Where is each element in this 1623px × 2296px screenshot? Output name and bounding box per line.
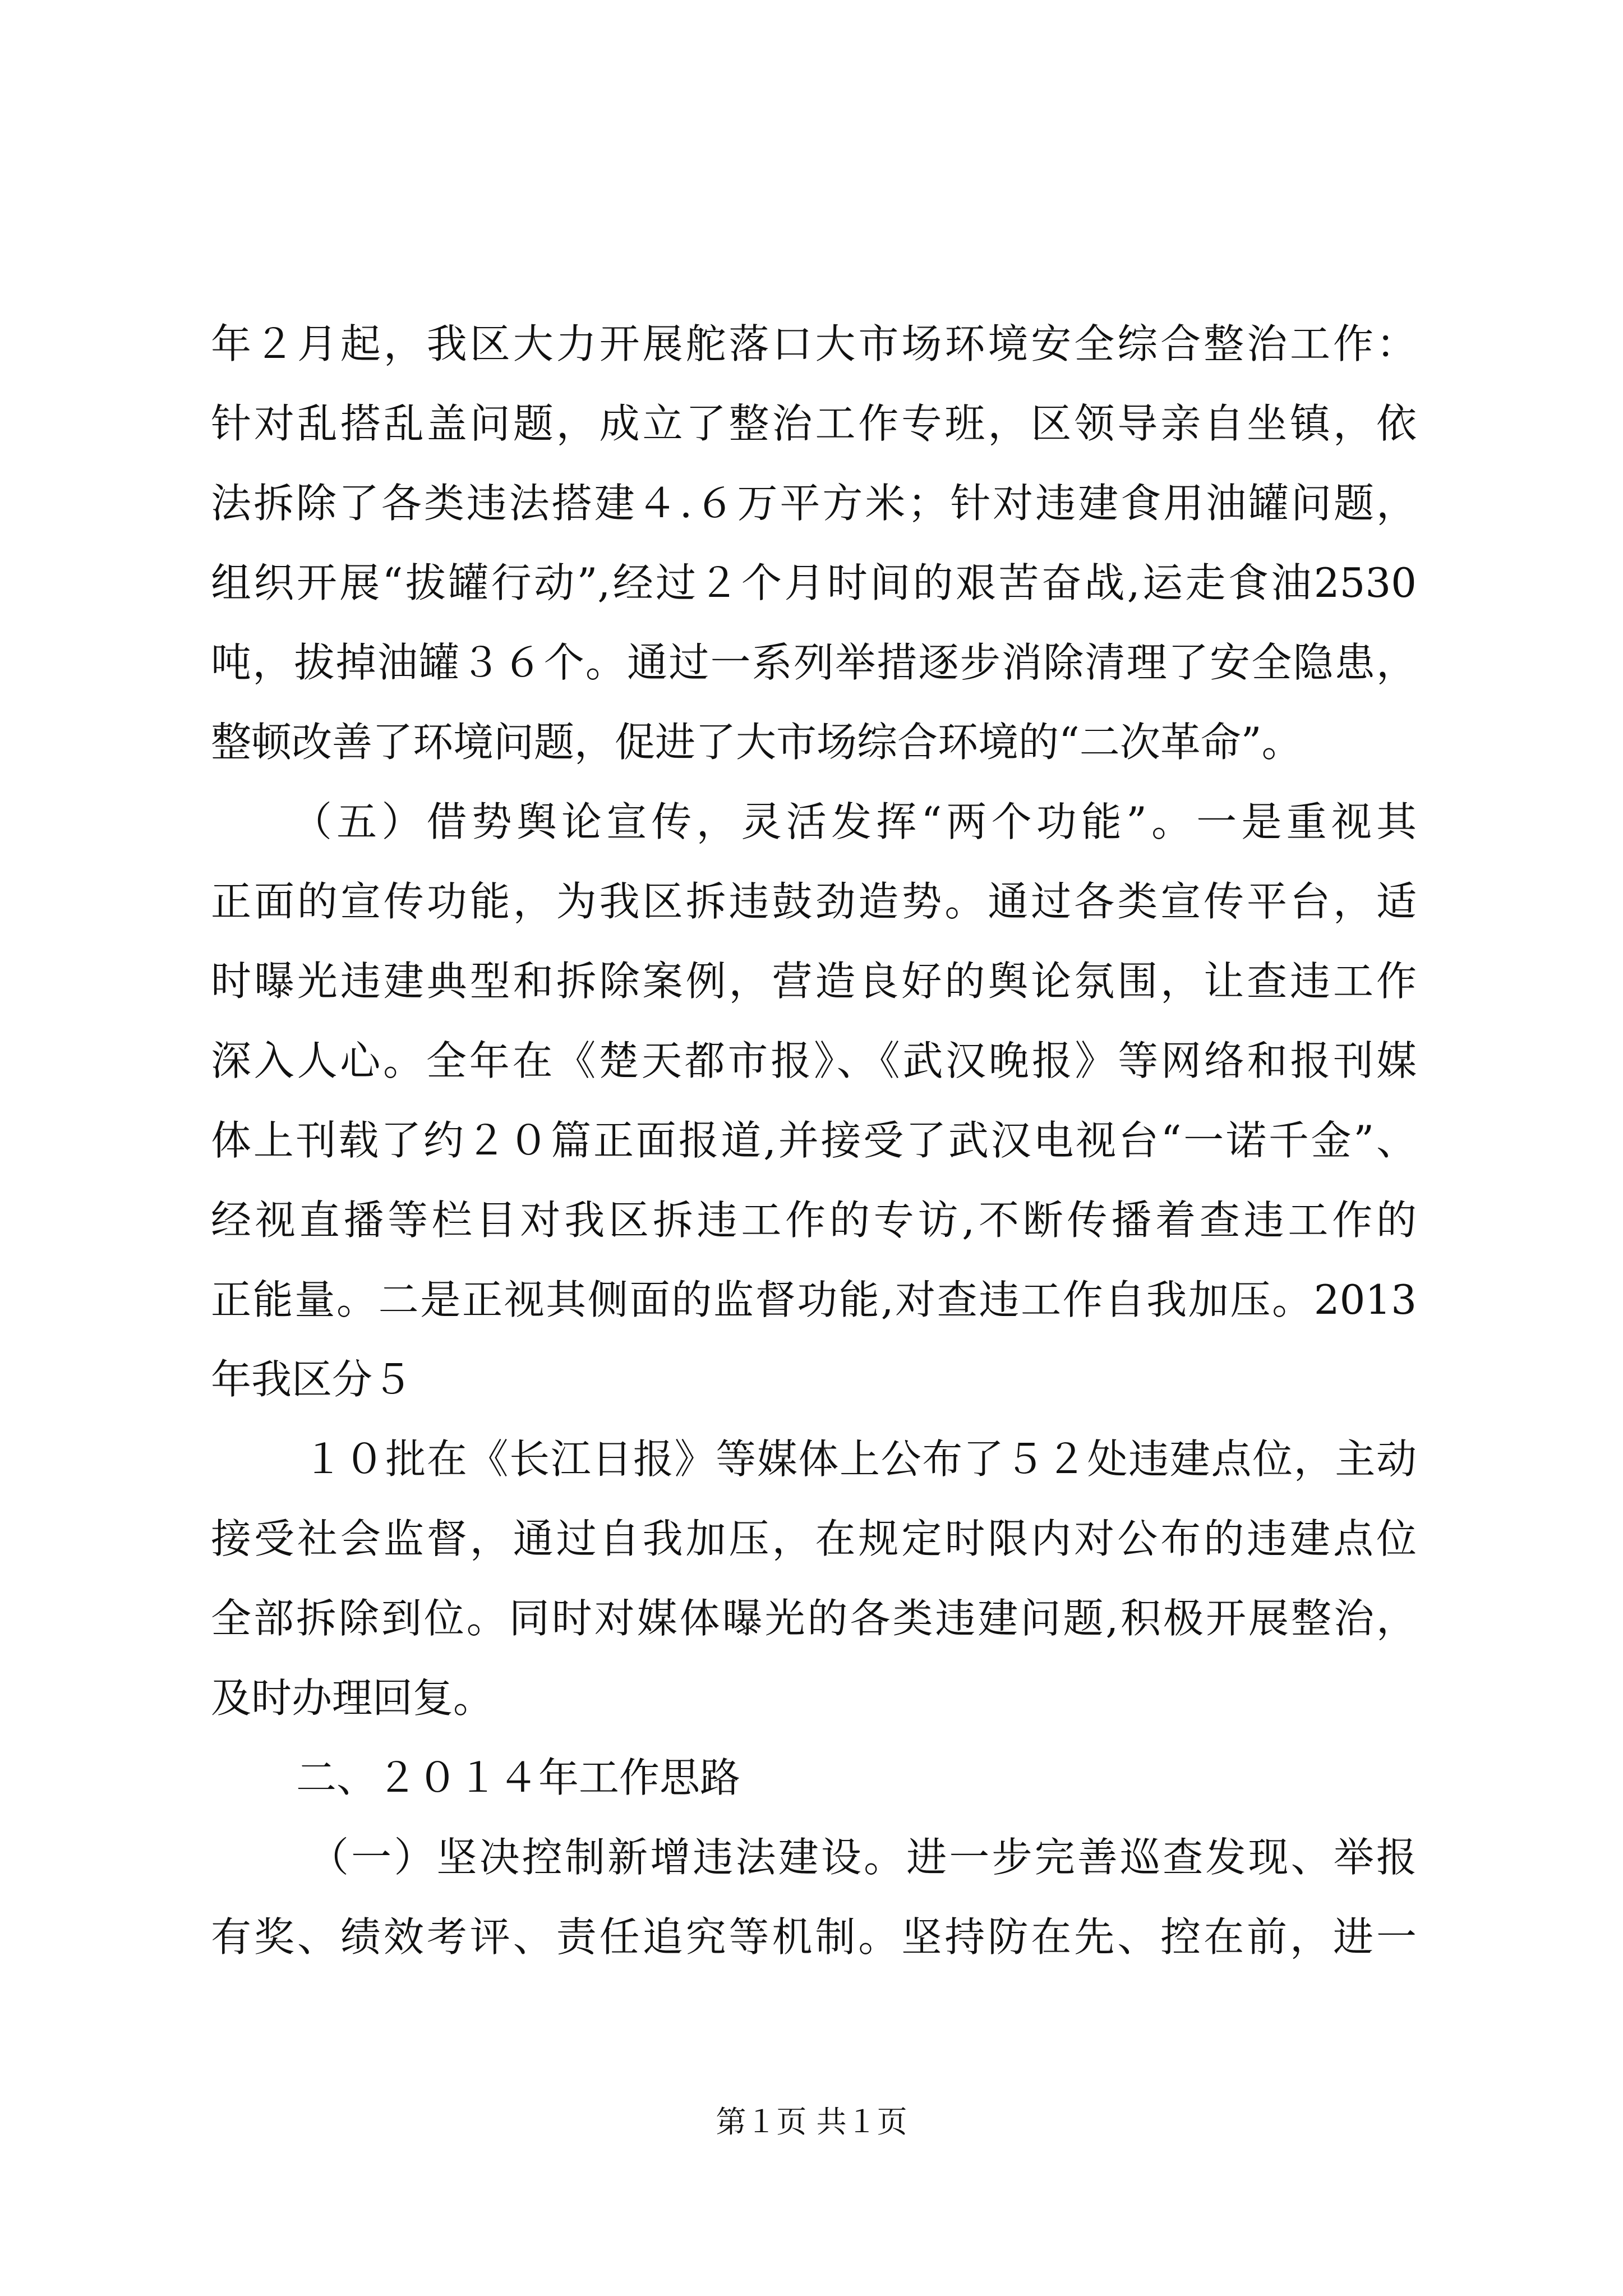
text-line: １０批在《长江日报》等媒体上公布了５２处违建点位，主动 <box>303 1435 1417 1483</box>
text-line: 年２月起，我区大力开展舵落口大市场环境安全综合整治工作： <box>211 320 1417 367</box>
text-line: 及时办理回复。 <box>211 1674 494 1722</box>
text-line: 经视直播等栏目对我区拆违工作的专访,不断传播着查违工作的 <box>211 1197 1417 1244</box>
subsection-heading-line: （一）坚决控制新增违法建设。进一步完善巡查发现、举报 <box>308 1834 1417 1881</box>
text-line: 体上刊载了约２０篇正面报道,并接受了武汉电视台“一诺千金”、 <box>211 1117 1417 1164</box>
text-line: 整顿改善了环境问题，促进了大市场综合环境的“二次革命”。 <box>211 719 1302 766</box>
text-line: 年我区分５ <box>211 1356 413 1403</box>
section-heading-line: （五）借势舆论宣传，灵活发挥“两个功能”。一是重视其 <box>292 798 1417 845</box>
text-line: 法拆除了各类违法搭建４.６万平方米；针对违建食用油罐问题， <box>211 480 1417 527</box>
text-line: 接受社会监督，通过自我加压，在规定时限内对公布的违建点位 <box>211 1515 1417 1562</box>
text-line: 时曝光违建典型和拆除案例，营造良好的舆论氛围，让查违工作 <box>211 958 1417 1005</box>
page-number-footer: 第１页 共１页 <box>716 2104 907 2139</box>
section-heading-line: 二、２０１４年工作思路 <box>296 1754 741 1801</box>
text-line: 针对乱搭乱盖问题，成立了整治工作专班，区领导亲自坐镇，依 <box>211 400 1417 447</box>
text-line: 组织开展“拔罐行动”,经过２个月时间的艰苦奋战,运走食油2530 <box>211 559 1417 606</box>
text-line: 全部拆除到位。同时对媒体曝光的各类违建问题,积极开展整治， <box>211 1595 1417 1642</box>
text-line: 有奖、绩效考评、责任追究等机制。坚持防在先、控在前，进一 <box>211 1913 1417 1961</box>
text-line: 深入人心。全年在《楚天都市报》、《武汉晚报》等网络和报刊媒 <box>211 1037 1417 1084</box>
text-line: 正面的宣传功能，为我区拆违鼓劲造势。通过各类宣传平台，适 <box>211 878 1417 925</box>
text-line: 正能量。二是正视其侧面的监督功能,对查违工作自我加压。2013 <box>211 1276 1417 1323</box>
text-line: 吨，拔掉油罐３６个。通过一系列举措逐步消除清理了安全隐患， <box>211 639 1417 686</box>
